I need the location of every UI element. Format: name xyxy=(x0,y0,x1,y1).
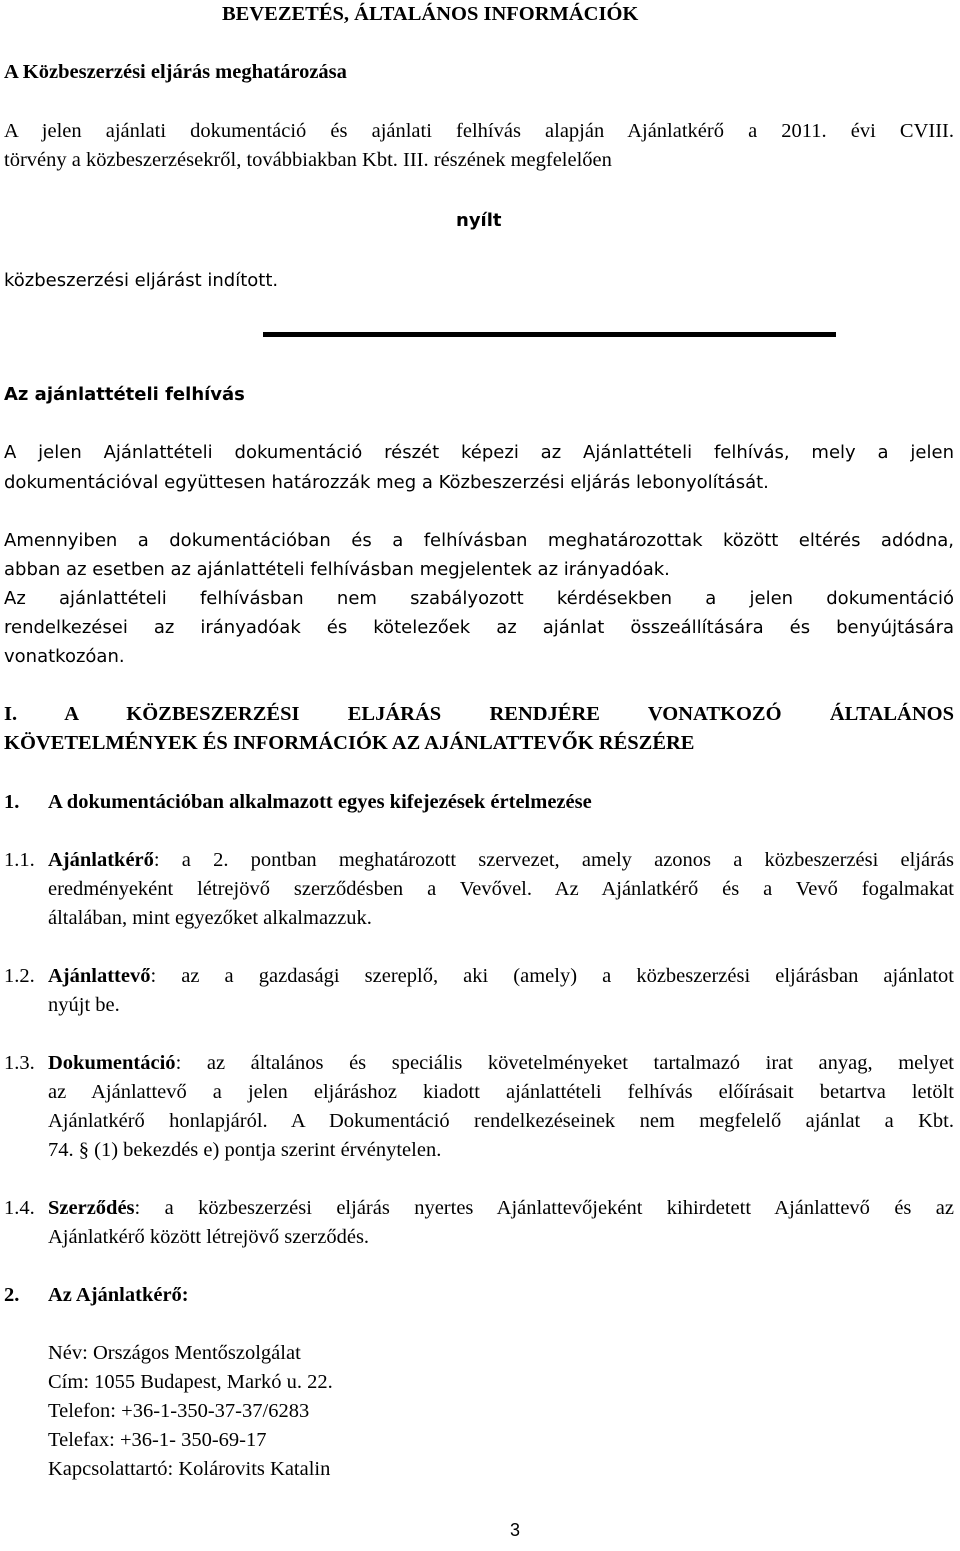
definition-term: Ajánlattevő xyxy=(48,965,151,987)
invitation-p2-line-1: Amennyiben a dokumentációban és a felhívásban meghatározottak között eltérés adódna, xyxy=(4,530,954,551)
definition-term: Szerződés xyxy=(48,1197,135,1219)
definition-1-1-line-2: eredményeként létrejövő szerződésben a Vevővel. Az Ajánlatkérő és a Vevő fogalmakat xyxy=(48,878,954,900)
contact-fax: Telefax: +36-1- 350-69-17 xyxy=(48,1429,267,1451)
subsection-2-heading: Az Ajánlatkérő: xyxy=(48,1284,189,1306)
definition-1-1-line-3: általában, mint egyezőket alkalmazzuk. xyxy=(48,907,372,929)
definition-1-3-line-1: Dokumentáció: az általános és speciális követelményeket tartalmazó irat anyag, melyet xyxy=(48,1052,954,1074)
definition-1-4-line-1: Szerződés: a közbeszerzési eljárás nyertes Ajánlattevőjeként kihirdetett Ajánlattevő és az xyxy=(48,1197,954,1219)
contact-name: Név: Országos Mentőszolgálat xyxy=(48,1342,301,1364)
definition-number: 1.2. xyxy=(4,965,35,987)
invitation-p1-line-2: dokumentációval együttesen határozzák meg a Közbeszerzési eljárás lebonyolítását. xyxy=(4,472,769,493)
invitation-p3-line-3: vonatkozóan. xyxy=(4,646,125,667)
subsection-2-number: 2. xyxy=(4,1284,20,1306)
invitation-heading: Az ajánlattételi felhívás xyxy=(4,384,245,405)
section-i-heading-line-1: I. A KÖZBESZERZÉSI ELJÁRÁS RENDJÉRE VONATKOZÓ ÁLTALÁNOS xyxy=(4,703,954,725)
intro-line-3: közbeszerzési eljárást indított. xyxy=(4,270,279,291)
procedure-type: nyílt xyxy=(456,210,502,231)
definition-1-4-line-2: Ajánlatkérő között létrejövő szerződés. xyxy=(48,1226,370,1248)
definition-1-3-line-4: 74. § (1) bekezdés e) pontja szerint érvénytelen. xyxy=(48,1139,442,1161)
intro-line-1: A jelen ajánlati dokumentáció és ajánlati felhívás alapján Ajánlatkérő a 2011. évi CVIII. xyxy=(4,120,954,142)
section-subtitle: A Közbeszerzési eljárás meghatározása xyxy=(4,61,347,83)
invitation-p2-line-2: abban az esetben az ajánlattételi felhívásban megjelentek az irányadóak. xyxy=(4,559,670,580)
definition-number: 1.3. xyxy=(4,1052,35,1074)
page-number: 3 xyxy=(510,1520,521,1540)
definition-1-3-line-3: Ajánlatkérő honlapjáról. A Dokumentáció rendelkezéseinek nem megfelelő ajánlat a Kbt. xyxy=(48,1110,954,1132)
contact-phone: Telefon: +36-1-350-37-37/6283 xyxy=(48,1400,310,1422)
subsection-1-heading: A dokumentációban alkalmazott egyes kifejezések értelmezése xyxy=(48,791,592,813)
definition-1-1-line-1: Ajánlatkérő: a 2. pontban meghatározott szervezet, amely azonos a közbeszerzési eljárás xyxy=(48,849,954,871)
subsection-1-number: 1. xyxy=(4,791,20,813)
definition-term: Dokumentáció xyxy=(48,1052,176,1074)
document-title: BEVEZETÉS, ÁLTALÁNOS INFORMÁCIÓK xyxy=(222,3,639,25)
definition-number: 1.4. xyxy=(4,1197,35,1219)
definition-number: 1.1. xyxy=(4,849,35,871)
invitation-p3-line-1: Az ajánlattételi felhívásban nem szabályozott kérdésekben a jelen dokumentáció xyxy=(4,588,954,609)
intro-line-2: törvény a közbeszerzésekről, továbbiakban Kbt. III. részének megfelelően xyxy=(4,149,612,171)
contact-address: Cím: 1055 Budapest, Markó u. 22. xyxy=(48,1371,333,1393)
invitation-p1-line-1: A jelen Ajánlattételi dokumentáció részét képezi az Ajánlattételi felhívás, mely a jelen xyxy=(4,442,954,463)
invitation-p3-line-2: rendelkezései az irányadóak és kötelezőek az ajánlat összeállítására és benyújtására xyxy=(4,617,954,638)
definition-1-2-line-2: nyújt be. xyxy=(48,994,120,1016)
contact-person: Kapcsolattartó: Kolárovits Katalin xyxy=(48,1458,331,1480)
definition-1-2-line-1: Ajánlattevő: az a gazdasági szereplő, aki (amely) a közbeszerzési eljárásban ajánlatot xyxy=(48,965,954,987)
definition-1-3-line-2: az Ajánlattevő a jelen eljáráshoz kiadott ajánlattételi felhívás előírásait betartva letölt xyxy=(48,1081,954,1103)
section-i-heading-line-2: KÖVETELMÉNYEK ÉS INFORMÁCIÓK AZ AJÁNLATTEVŐK RÉSZÉRE xyxy=(4,732,695,754)
horizontal-rule xyxy=(263,332,836,337)
definition-term: Ajánlatkérő xyxy=(48,849,154,871)
